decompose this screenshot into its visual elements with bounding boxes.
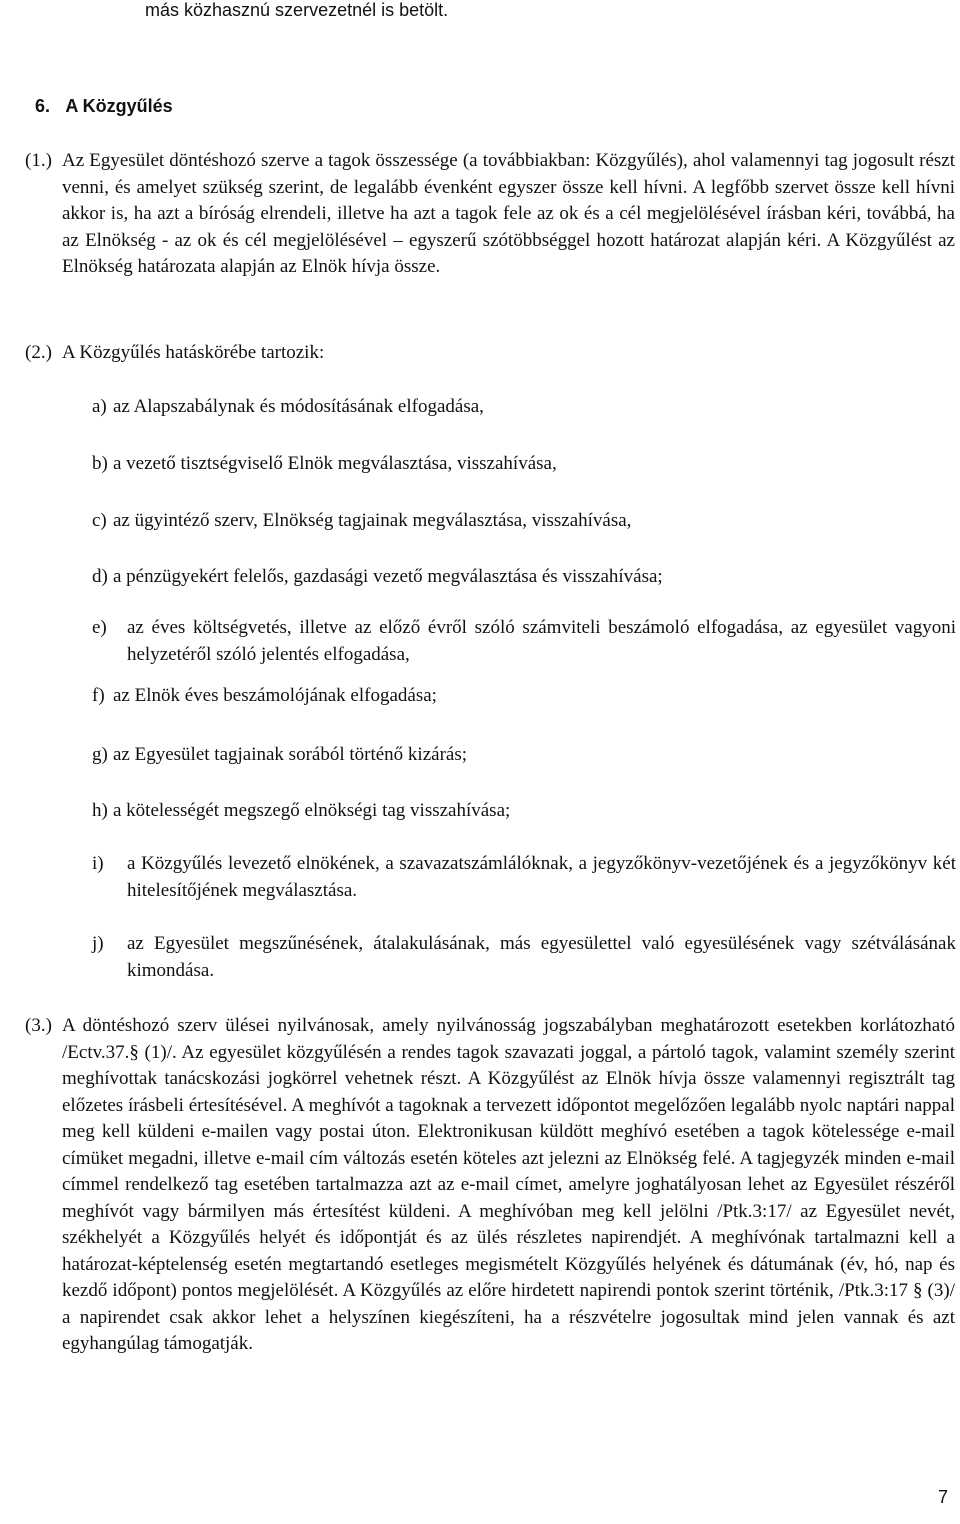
list-item-label: f) [92,685,105,706]
list-item-label: j) [92,933,104,954]
list-item-text: az Egyesület megszűnésének, átalakulásának, más egyesülettel való egyesülésének vagy szétválásának kimondása. [127,933,956,981]
list-item-text: a kötelességét megszegő elnökségi tag visszahívása; [113,800,511,821]
list-item-h [92,798,956,825]
list-item-label: d) [92,566,108,587]
list-item-g [92,742,956,769]
list-item-d [92,564,956,591]
paragraph-3 [25,1013,955,1358]
list-item-b [92,451,956,478]
paragraph-text: A Közgyűlés hatáskörébe tartozik: [62,342,325,363]
list-item-j [92,931,956,984]
list-item-text: a Közgyűlés levezető elnökének, a szavazatszámlálóknak, a jegyzőkönyv-vezetőjének és a jegyzőkönyv két hitelesítőjének megválasztása. [127,853,956,901]
list-item-text: a pénzügyekért felelős, gazdasági vezető megválasztása és visszahívása; [113,566,663,587]
section-title: A Közgyűlés [65,96,173,116]
paragraph-2 [25,340,955,367]
list-item-i [92,851,956,904]
list-item-label: h) [92,800,108,821]
paragraph-text: A döntéshozó szerv ülései nyilvánosak, amely nyilvánosság jogszabályban meghatározott esetekben korlátozható /Ectv.37.§ (1)/. Az egyesület közgyűlésén a rendes tagok szavazati joggal, a pártoló tagok, valamint személy szerint meghívottak tanácskozási jogkörrel vehetnek részt. A Közgyűlést az Elnök hívja össze valamennyi regisztrált tag előzetes írásbeli értesítésével. A meghívót a tagoknak a tervezett időpontot megelőzően legalább nyolc naptári nappal meg kell küldeni e-mailen vagy postai úton. Elektronikusan küldött meghívó esetében a tagok kötelessége e-mail címüket megadni, illetve e-mail cím változás esetén köteles azt jelezni az Elnökség felé. A tagjegyzék minden e-mail címmel rendelkező tag esetében tartalmazza azt az e-mail címet, amelyre joghatályosan lehet az Egyesület részéről meghívót vagy bármilyen más értesítést küldeni. A meghívóban meg kell jelölni /Ptk.3:17/ az Egyesület nevét, székhelyét a Közgyűlés helyét és időpontját és az ülés részletes napirendjét. A meghívónak tartalmazni kell a határozat-képtelenség esetén megtartandó esetleges megismételt Közgyűlés helyének és dátumának (év, hó, nap és kezdő időpont) pontos megjelölését. A Közgyűlés az előre hirdetett napirendi pontok szerint történik, /Ptk.3:17 § (3)/ a napirendet csak akkor lehet a helyszínen kiegészíteni, ha a részvételre jogosultak mind jelen vannak és azt egyhangúlag támogatják. [62,1015,955,1354]
list-item-e [92,615,956,668]
list-item-a [92,394,956,421]
list-item-c [92,508,956,535]
paragraph-number: (2.) [25,342,52,363]
list-item-label: e) [92,617,107,638]
section-number: 6. [35,96,51,116]
continuation-line: más közhasznú szervezetnél is betölt. [145,0,449,20]
page-number: 7 [938,1487,949,1507]
list-item-text: a vezető tisztségviselő Elnök megválasztása, visszahívása, [113,453,557,474]
list-item-f [92,683,956,710]
paragraph-number: (3.) [25,1015,52,1036]
list-item-label: c) [92,510,107,531]
list-item-text: az ügyintéző szerv, Elnökség tagjainak megválasztása, visszahívása, [113,510,632,531]
section-heading [35,96,173,117]
paragraph-text: Az Egyesület döntéshozó szerve a tagok összessége (a továbbiakban: Közgyűlés), ahol valamennyi tag jogosult részt venni, és amelyet szükség szerint, de legalább évenként egyszer össze kell hívni. A legfőbb szervet össze kell hívni akkor is, ha azt a bíróság elrendeli, illetve ha azt a tagok fele az ok és a cél megjelölésével írásban kéri, továbbá, ha az Elnökség - az ok és cél megjelölésével – egyszerű szótöbbséggel hozott határozat alapján kéri. A Közgyűlést az Elnökség határozata alapján az Elnök hívja össze. [62,150,955,277]
list-item-text: az Elnök éves beszámolójának elfogadása; [113,685,437,706]
list-item-label: g) [92,744,108,765]
paragraph-number: (1.) [25,150,52,171]
list-item-text: az Egyesület tagjainak sorából történő kizárás; [113,744,468,765]
list-item-text: az Alapszabálynak és módosításának elfogadása, [113,396,484,417]
list-item-label: i) [92,853,104,874]
list-item-text: az éves költségvetés, illetve az előző évről szóló számviteli beszámoló elfogadása, az egyesület vagyoni helyzetéről szóló jelentés elfogadása, [127,617,956,665]
list-item-label: b) [92,453,108,474]
paragraph-1 [25,148,955,281]
list-item-label: a) [92,396,107,417]
